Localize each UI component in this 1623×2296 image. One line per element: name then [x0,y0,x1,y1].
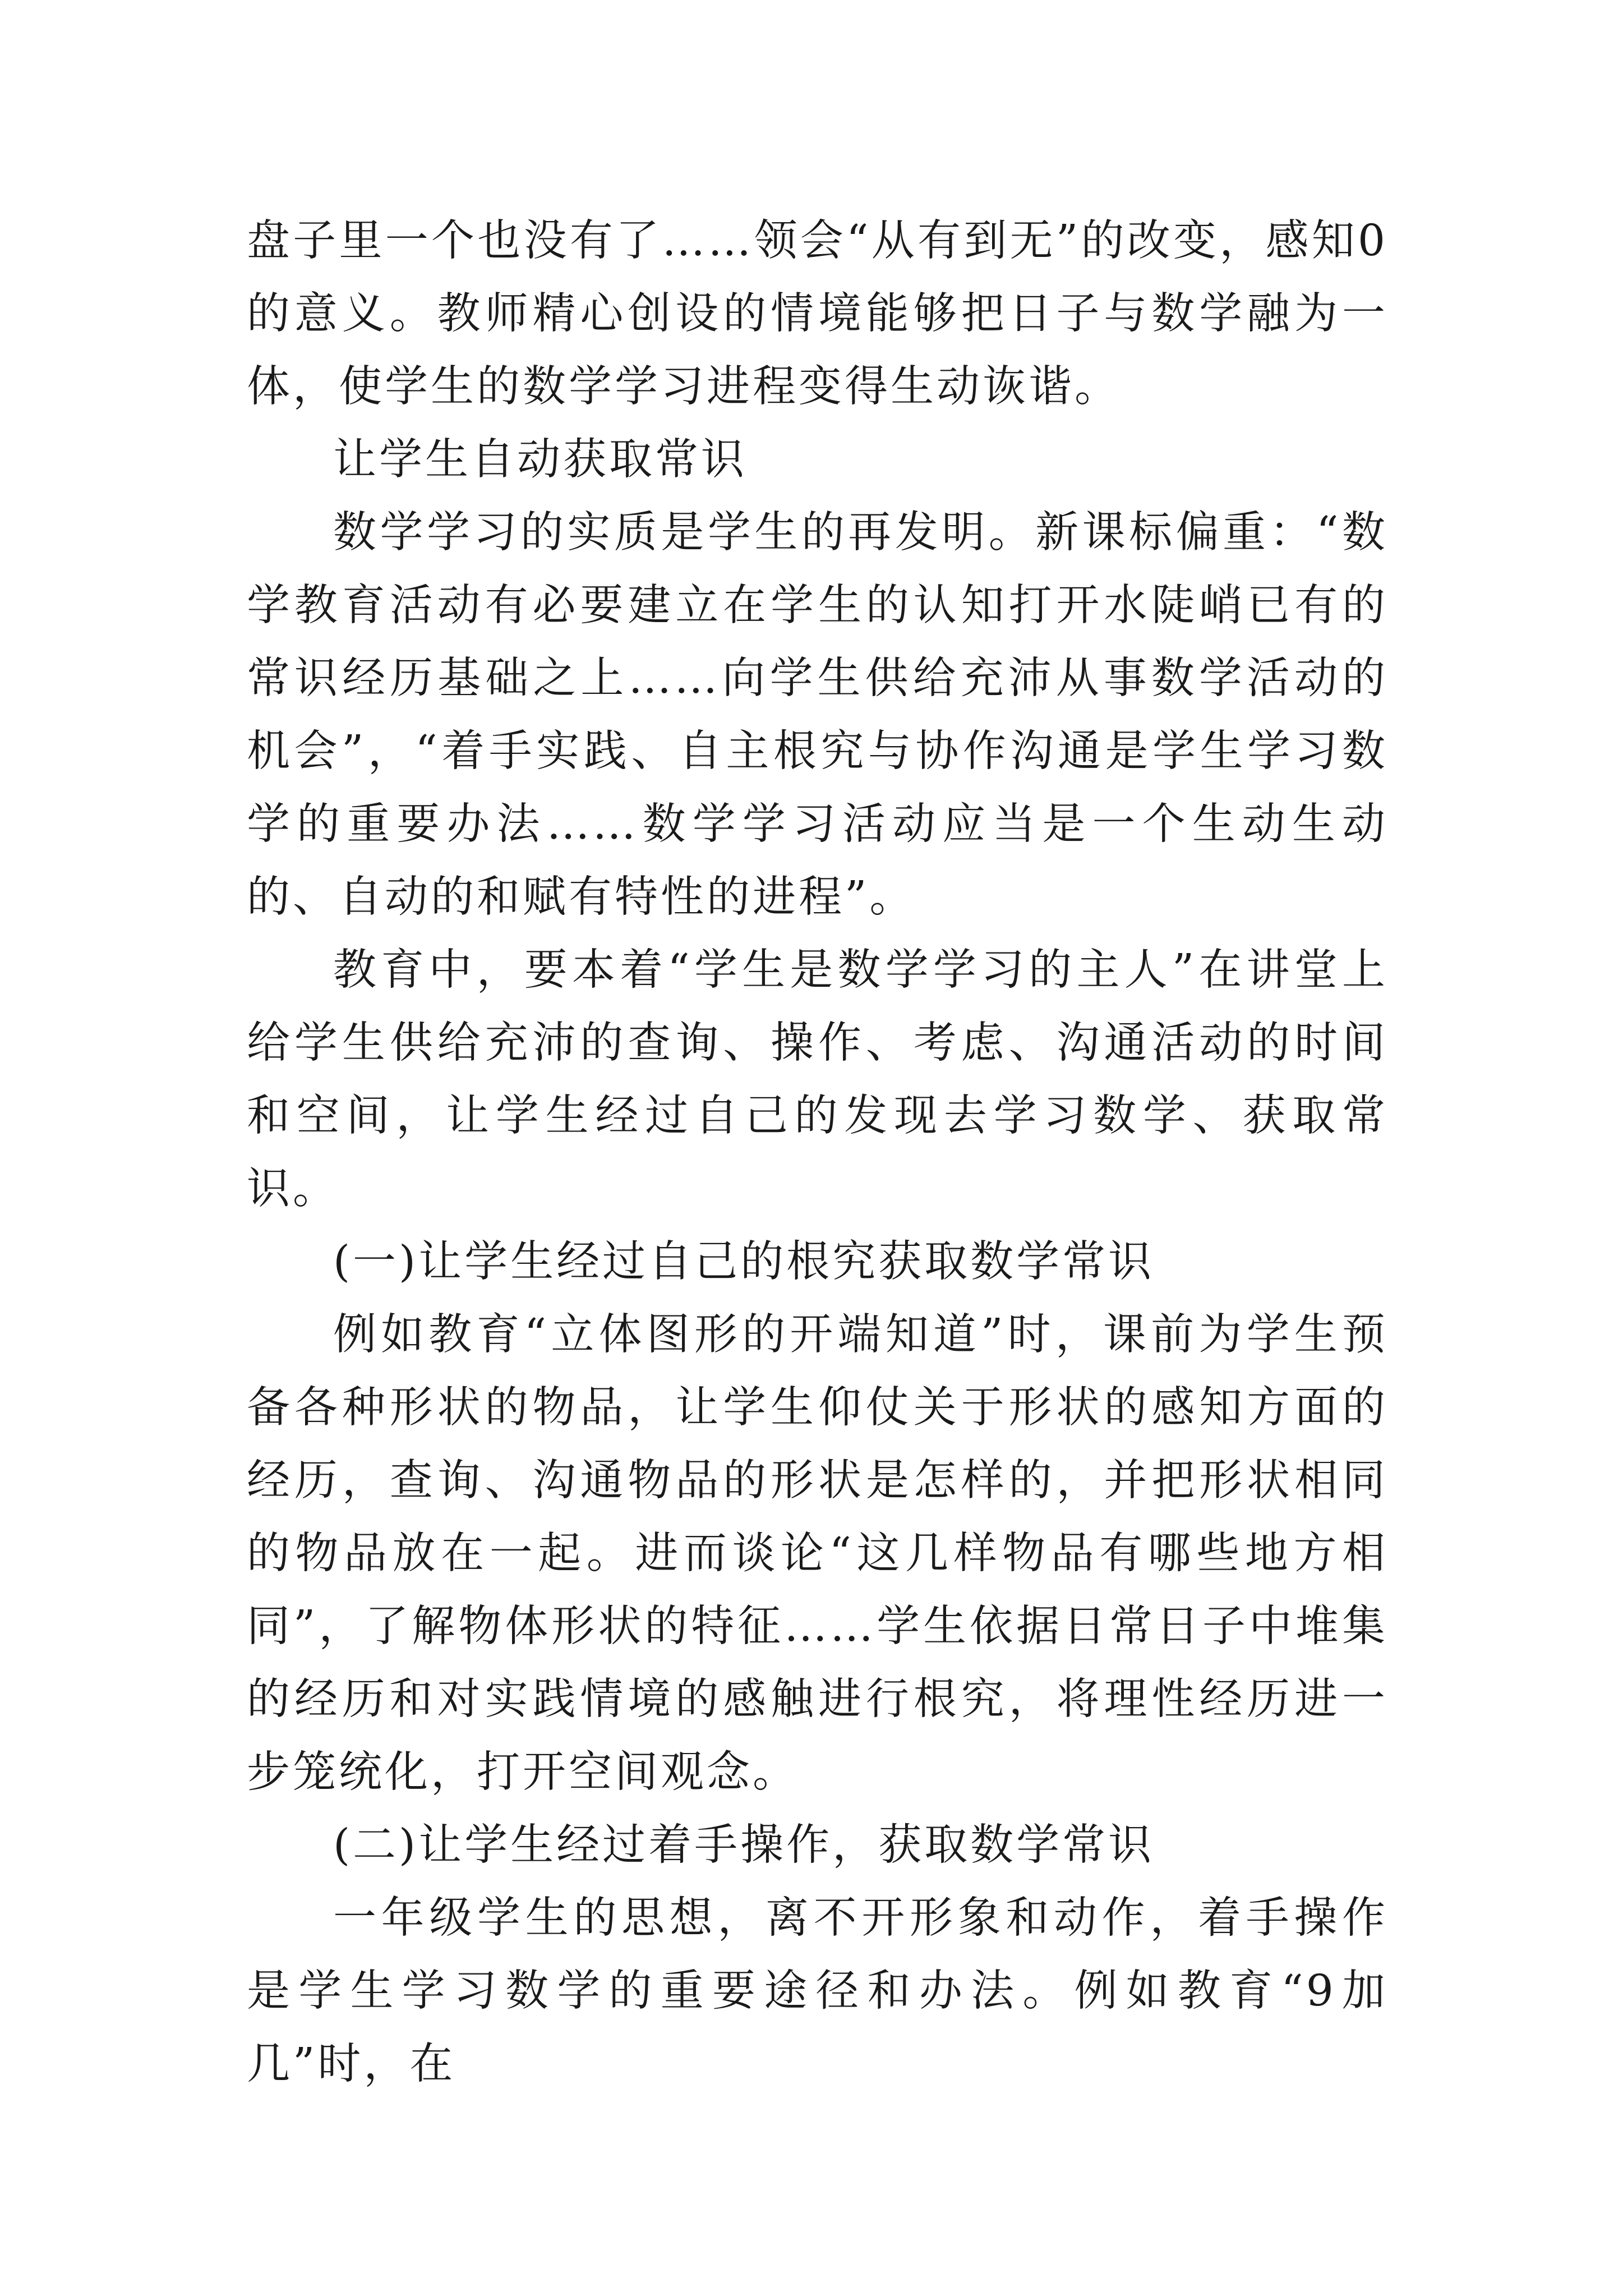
paragraph: 教育中，要本着“学生是数学学习的主人”在讲堂上给学生供给充沛的查询、操作、考虑、沟通活动的时间和空间，让学生经过自己的发现去学习数学、获取常识。 [247,945,1388,1214]
subsection-heading: (一)让学生经过自己的根究获取数学常识 [333,1237,1155,1287]
paragraph: 例如教育“立体图形的开端知道”时，课前为学生预备各种形状的物品，让学生仰仗关于形状的感知方面的经历，查询、沟通物品的形状是怎样的，并把形状相同的物品放在一起。进而谈论“这几样物品有哪些地方相同”，了解物体形状的特征……学生依据日常日子中堆集的经历和对实践情境的感触进行根究，将理性经历进一步笼统化，打开空间观念。 [247,1310,1388,1797]
paragraph: 数学学习的实质是学生的再发明。新课标偏重：“数学教育活动有必要建立在学生的认知打开水陡峭已有的常识经历基础之上……向学生供给充沛从事数学活动的机会”，“着手实践、自主根究与协作沟通是学生学习数学的重要办法……数学学习活动应当是一个生动生动的、自动的和赋有特性的进程”。 [247,508,1388,922]
subsection-heading: (二)让学生经过着手操作，获取数学常识 [333,1820,1155,1870]
section-heading: 让学生自动获取常识 [333,435,747,485]
paragraph: 一年级学生的思想，离不开形象和动作，着手操作是学生学习数学的重要途径和办法。例如教育“9加几”时，在 [247,1893,1388,2089]
paragraph-continuation: 盘子里一个也没有了……领会“从有到无”的改变，感知0的意义。教师精心创设的情境能够把日子与数学融为一体，使学生的数学学习进程变得生动诙谐。 [247,216,1388,412]
body-text [247,205,1388,2101]
